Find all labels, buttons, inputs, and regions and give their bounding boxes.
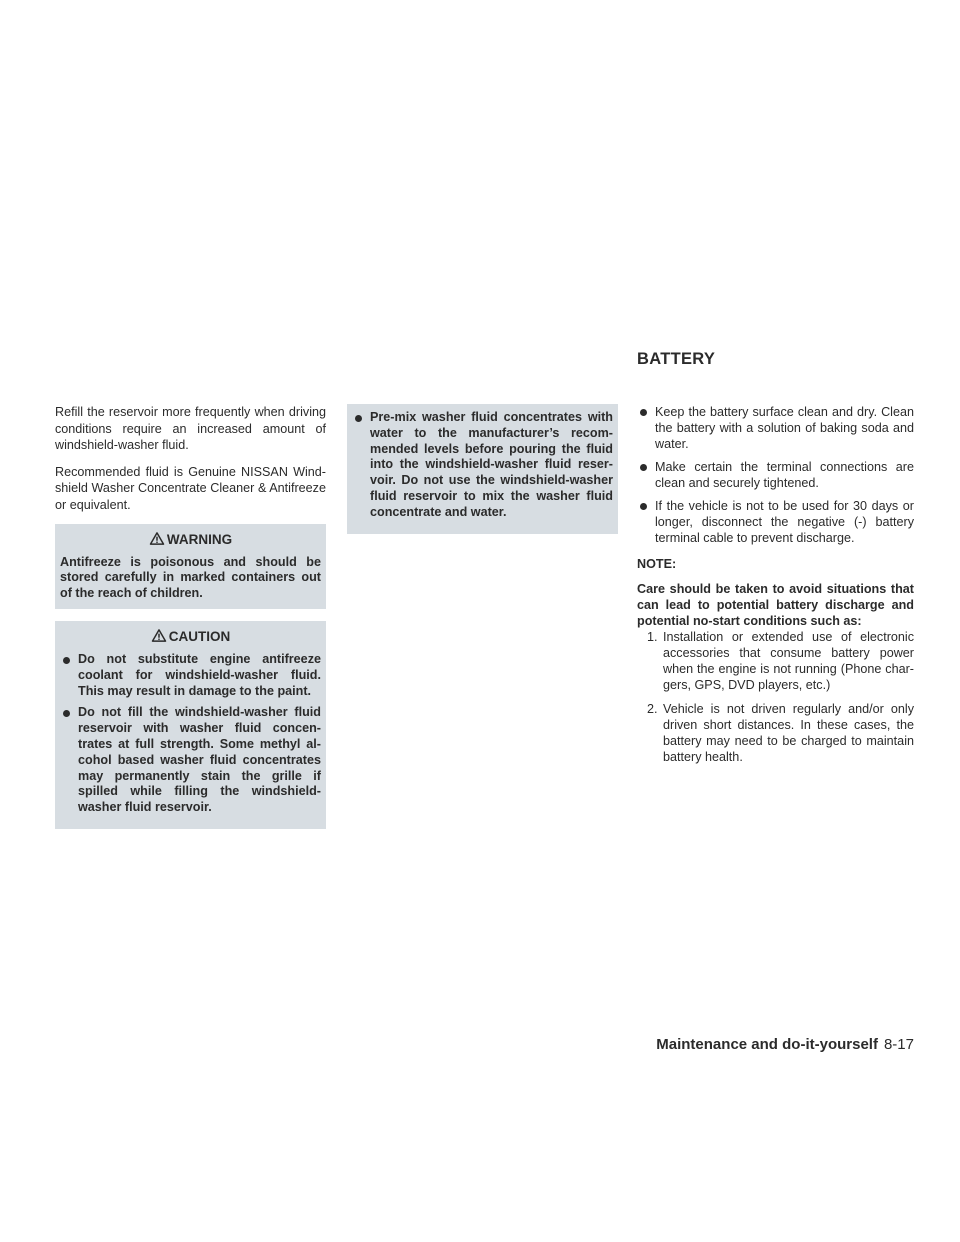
caution-item-text: Pre-mix washer fluid concentrates with water to the manufacturer’s recom-mended levels before pouring the fluid into the windshield-washer fluid reser-voir. Do not use the windshield-washer fluid reservoir to mix the washer fluid concentrate and water. [370, 410, 613, 519]
battery-tip-text: Make certain the terminal connections are clean and securely tightened. [655, 460, 914, 490]
note-item-text: Vehicle is not driven regularly and/or only driven short distances. In these cases, the battery may need to be charged to maintain battery health. [663, 702, 914, 764]
warning-triangle-icon [149, 532, 165, 545]
note-item [647, 629, 914, 693]
caution-item [60, 705, 321, 816]
caution-box [55, 621, 326, 829]
caution-item-text: Do not fill the windshield-washer fluid reservoir with washer fluid concen-trates at full strength. Some methyl al-cohol based washer fluid concentrates may permanently stain the grille if spilled while filling the windshield-washer fluid reservoir. [78, 705, 321, 815]
note-item-text: Installation or extended use of electronic accessories that consume battery power when the engine is not running (Phone char-gers, GPS, DVD players, etc.) [663, 630, 914, 692]
battery-tips-list [637, 404, 914, 546]
caution-title [60, 627, 321, 647]
battery-tip [637, 459, 914, 491]
column-middle [347, 404, 618, 546]
note-label: NOTE: [637, 557, 677, 571]
note-item [647, 701, 914, 765]
caution-item [60, 652, 321, 699]
section-heading-battery: BATTERY [637, 350, 716, 368]
caution-item-text: Do not substitute engine antifreeze coolant for windshield-washer fluid. This may result in damage to the paint. [78, 651, 321, 698]
page-footer [656, 1036, 914, 1053]
battery-tip [637, 498, 914, 546]
note-item-number: 2. [647, 702, 658, 716]
paragraph-recommended-fluid: Recommended fluid is Genuine NISSAN Wind-shield Washer Concentrate Cleaner & Antifreeze or equivalent. [55, 464, 326, 512]
caution-title-text: CAUTION [168, 628, 231, 644]
bullet-icon [63, 710, 70, 717]
battery-tip [637, 404, 914, 452]
warning-title [60, 530, 321, 550]
footer-section-name: Maintenance and do-it-yourself [656, 1036, 878, 1053]
paragraph-refill: Refill the reservoir more frequently when driving conditions require an increased amount of windshield-washer fluid. [55, 405, 326, 453]
bullet-icon [640, 464, 647, 471]
caution-item [352, 410, 613, 521]
column-right [637, 404, 914, 773]
caution-list-continued [352, 410, 613, 521]
warning-triangle-icon [151, 629, 167, 642]
warning-body: Antifreeze is poisonous and should be stored carefully in marked containers out of the reach of children. [60, 554, 321, 601]
caution-box-continued [347, 404, 618, 534]
bullet-icon [355, 415, 362, 422]
column-left [55, 404, 326, 841]
note-item-number: 1. [647, 630, 658, 644]
battery-tip-text: Keep the battery surface clean and dry. Clean the battery with a solution of baking soda and water. [655, 405, 914, 451]
page-number: 8-17 [883, 1036, 914, 1053]
bullet-icon [640, 409, 647, 416]
warning-title-text: WARNING [166, 531, 233, 547]
battery-tip-text: If the vehicle is not to be used for 30 days or longer, disconnect the negative (-) battery terminal cable to prevent discharge. [655, 499, 914, 545]
note-numbered-list [647, 629, 914, 765]
bullet-icon [63, 657, 70, 664]
warning-box [55, 524, 326, 609]
note-intro: Care should be taken to avoid situations that can lead to potential battery discharge and potential no-start conditions such as: [637, 582, 914, 628]
caution-list [60, 652, 321, 816]
bullet-icon [640, 503, 647, 510]
